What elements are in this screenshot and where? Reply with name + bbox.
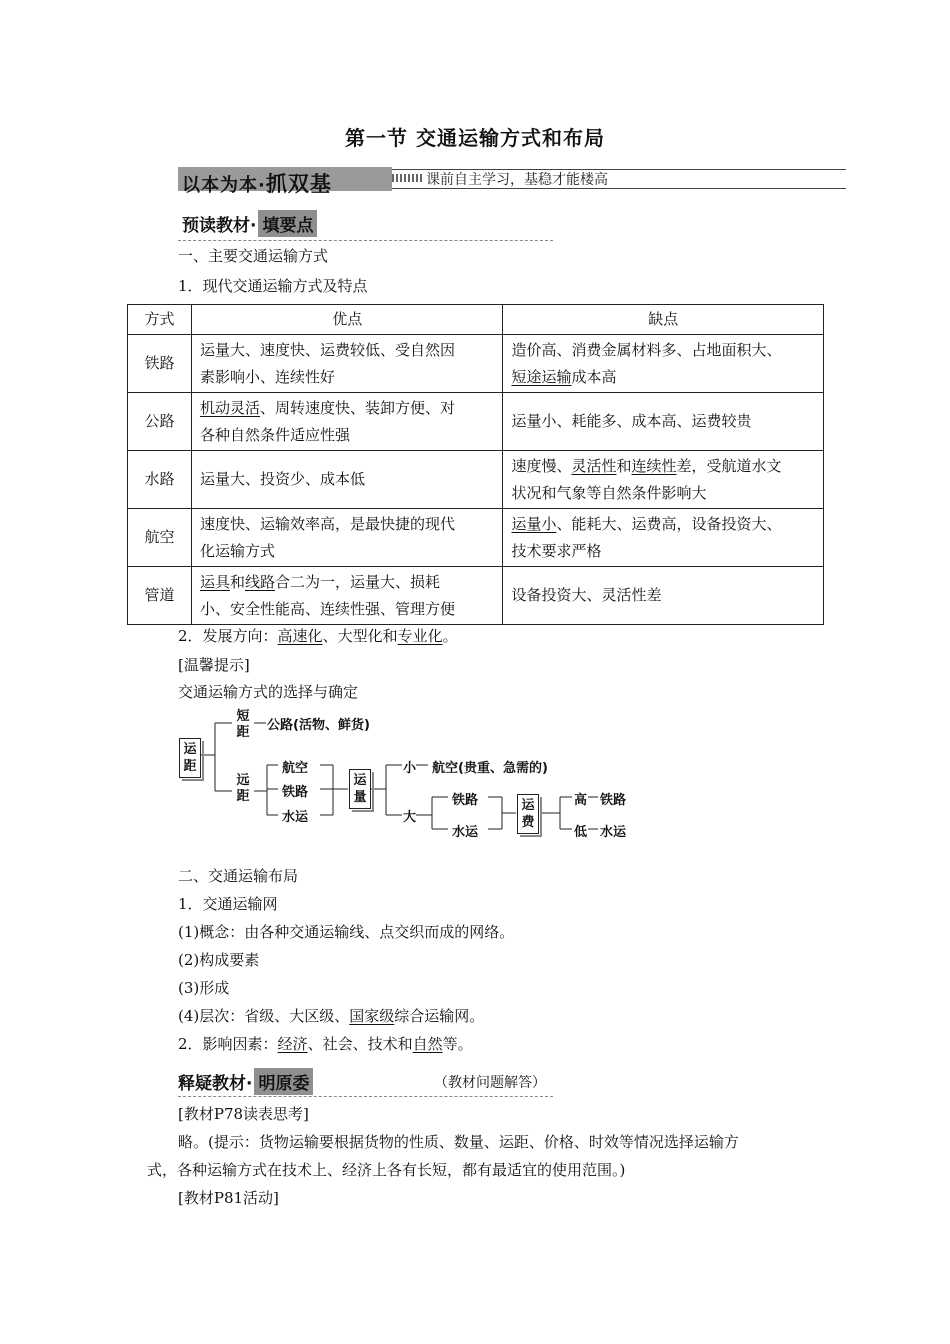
banner-hatch <box>392 174 422 182</box>
section-label: 预读教材· <box>182 216 257 236</box>
advantage-cell: 运具和线路合二为一，运量大、损耗 小、安全性能高、连续性强、管理方便 <box>191 567 503 625</box>
tip-text: 交通运输方式的选择与确定 <box>178 683 359 701</box>
table-row <box>128 567 824 625</box>
high-cost-label: 高 <box>574 793 588 808</box>
table-row <box>128 393 824 451</box>
paragraph: (2)构成要素 <box>178 951 260 969</box>
disadvantage-cell: 造价高、消费金属材料多、占地面积大、 短途运输成本高 <box>503 335 824 393</box>
section-subtitle: （教材问题解答） <box>434 1075 546 1091</box>
page-title: 第一节 交通运输方式和布局 <box>345 126 605 150</box>
paragraph: 2．影响因素：经济、社会、技术和自然等。 <box>178 1035 473 1053</box>
table-row <box>128 451 824 509</box>
advantage-cell: 速度快、运输效率高，是最快捷的现代 化运输方式 <box>191 509 503 567</box>
heading-one-1: 1．现代交通运输方式及特点 <box>178 277 368 295</box>
short-distance-result: 公路(活物、鲜货) <box>267 718 370 733</box>
table-header-row <box>128 305 824 335</box>
section-box: 填要点 <box>258 210 317 237</box>
high-cost-result: 铁路 <box>600 793 627 808</box>
mode-item: 铁路 <box>282 785 309 800</box>
low-cost-label: 低 <box>574 825 588 840</box>
tip-label: [温馨提示] <box>178 656 250 674</box>
heading-two: 二、交通运输布局 <box>178 867 299 885</box>
mode-cell: 管道 <box>128 567 192 625</box>
short-distance-label: 短 距 <box>236 709 250 740</box>
table-header: 缺点 <box>503 305 824 335</box>
yunju-box: 运 距 <box>179 738 201 778</box>
advantage-cell: 机动灵活、周转速度快、装卸方便、对 各种自然条件适应性强 <box>191 393 503 451</box>
long-distance-label: 远 距 <box>236 773 250 804</box>
section-box: 明原委 <box>254 1068 313 1095</box>
large-volume-label: 大 <box>403 810 417 825</box>
section-label: 释疑教材· <box>178 1074 253 1094</box>
reference: [教材P81活动] <box>178 1189 279 1207</box>
development-direction: 2．发展方向：高速化、大型化和专业化。 <box>178 627 458 645</box>
table-row <box>128 509 824 567</box>
section-heading-2 <box>178 1068 313 1095</box>
table-header: 优点 <box>191 305 503 335</box>
yunfei-box: 运 费 <box>517 794 539 834</box>
mode-cell: 水路 <box>128 451 192 509</box>
small-volume-label: 小 <box>403 761 417 776</box>
heading-one: 一、主要交通运输方式 <box>178 247 329 265</box>
banner-label-b: 抓双基 <box>265 172 332 196</box>
disadvantage-cell: 运量小、能耗大、运费高，设备投资大、 技术要求严格 <box>503 509 824 567</box>
divider <box>178 240 553 241</box>
large-mode-item: 铁路 <box>452 793 479 808</box>
mode-cell: 公路 <box>128 393 192 451</box>
heading-two-1: 1．交通运输网 <box>178 895 278 913</box>
section-heading-1 <box>182 210 317 237</box>
disadvantage-cell: 设备投资大、灵活性差 <box>503 567 824 625</box>
answer-line: 式，各种运输方式在技术上、经济上各有长短，都有最适宜的使用范围。) <box>147 1161 626 1179</box>
paragraph: (3)形成 <box>178 979 230 997</box>
table-header: 方式 <box>128 305 192 335</box>
mode-cell: 铁路 <box>128 335 192 393</box>
paragraph: (4)层次：省级、大区级、国家级综合运输网。 <box>178 1007 485 1025</box>
large-mode-item: 水运 <box>452 825 479 840</box>
small-volume-result: 航空(贵重、急需的) <box>432 761 548 776</box>
transport-table <box>127 304 824 625</box>
reference: [教材P78读表思考] <box>178 1105 309 1123</box>
mode-cell: 航空 <box>128 509 192 567</box>
banner-label <box>178 167 392 196</box>
banner-subtitle: 课前自主学习，基稳才能楼高 <box>426 172 608 188</box>
banner-label-a: 以本为本· <box>182 175 266 196</box>
advantage-cell: 运量大、速度快、运费较低、受自然因 素影响小、连续性好 <box>191 335 503 393</box>
low-cost-result: 水运 <box>600 825 627 840</box>
divider <box>178 1096 553 1097</box>
mode-item: 航空 <box>282 761 309 776</box>
disadvantage-cell: 速度慢、灵活性和连续性差，受航道水文 状况和气象等自然条件影响大 <box>503 451 824 509</box>
banner <box>178 167 846 196</box>
paragraph: (1)概念：由各种交通运输线、点交织而成的网络。 <box>178 923 515 941</box>
yunliang-box: 运 量 <box>349 769 371 809</box>
table-row <box>128 335 824 393</box>
answer-line: 略。(提示：货物运输要根据货物的性质、数量、运距、价格、时效等情况选择运输方 <box>178 1133 739 1151</box>
disadvantage-cell: 运量小、耗能多、成本高、运费较贵 <box>503 393 824 451</box>
advantage-cell: 运量大、投资少、成本低 <box>191 451 503 509</box>
mode-item: 水运 <box>282 810 309 825</box>
